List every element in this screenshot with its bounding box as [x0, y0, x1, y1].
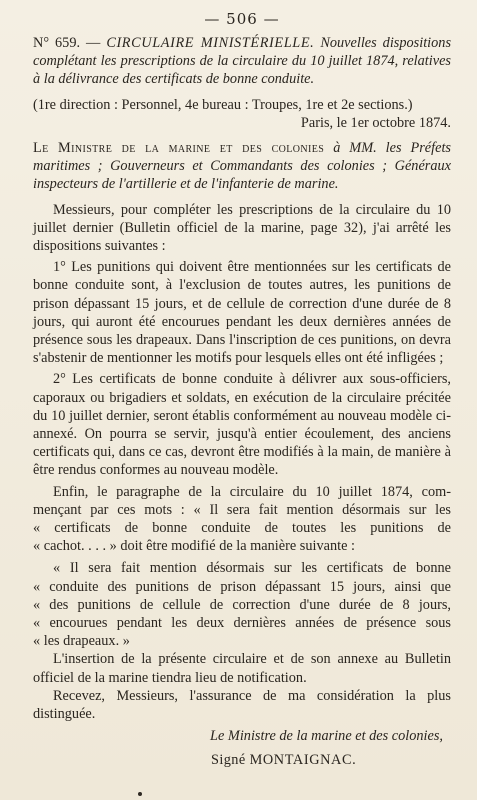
direction-line: (1re direction : Personnel, 4e bureau : Troupes, 1re et 2e sections.) — [33, 96, 413, 113]
quote-line-2: « conduite des punitions de prison dépassant 15 jours, ainsi que — [33, 578, 451, 595]
amendment-line-2: mençant par ces mots : « Il sera fait mention désormais sur les — [33, 501, 451, 518]
quote-line-5: « les drapeaux. » — [33, 633, 130, 650]
ink-spot — [138, 792, 142, 796]
quote-line-1: « Il sera fait mention désormais sur les certificats de bonne — [53, 560, 451, 577]
paragraph-intro: Messieurs, pour compléter les prescriptions de la circulaire du 10 juillet dernier (Bulletin officiel de la marine, page 32), j'ai arrêté les dispositions suivantes : — [33, 201, 451, 255]
address-block — [33, 139, 451, 194]
signed-label: Signé — [211, 752, 246, 769]
address-lead: Le Ministre de la marine et des colonies — [33, 140, 325, 157]
page-number: — 506 — — [204, 10, 280, 28]
paragraph-amendment — [33, 483, 451, 556]
paragraph-second-rule: 2° Les certificats de bonne conduite à délivrer aux sous-officiers, caporaux ou brigadiers et soldats, en exécution de la circulaire précitée du 10 juillet dernier, seront établis conformément au nouveau modèle ci-annexé. On pourra se servir, jusqu'à entier écoulement, des anciens certificats qui, dans ce cas, devront être modifiés à la main, de manière à être rendus conformes au nouveau modèle. — [33, 371, 451, 479]
quoted-text — [33, 559, 451, 650]
signature-title: Le Ministre de la marine et des colonies, — [210, 728, 443, 745]
circular-number: N° 659. — — [33, 35, 101, 51]
paragraph-closing: Recevez, Messieurs, l'assurance de ma considération la plus distinguée. — [33, 687, 451, 722]
paragraph-first-rule: 1° Les punitions qui doivent être mentionnées sur les certificats de bonne conduite sont, à l'exclusion de toutes autres, les punitions de prison dépassant 15 jours, et de cellule de correction d'une durée de 8 jours, qui auront été encourues pendant les deux dernières années de présence sous les drapeaux. Dans l'inscription de ces punitions, on devra s'abstenir de mentionner les motifs pour lesquels elles ont été infligées ; — [33, 259, 451, 367]
dateline: Paris, le 1er octobre 1874. — [300, 114, 451, 131]
quote-line-4: « encourues pendant les deux dernières années de présence sous — [33, 614, 451, 631]
address-recipients: à MM. les Préfets maritimes ; Gouverneurs et Commandants des colonies ; Généraux inspecteurs de l'artillerie et de l'infanterie de marine. — [33, 140, 451, 193]
circular-title: CIRCULAIRE MINISTÉRIELLE. — [106, 35, 315, 51]
signature-line — [33, 751, 451, 769]
circular-subject: Nouvelles dispositions complétant les prescriptions de la circulaire du 10 juillet 1874, relatives à la délivrance des certificats de bonne conduite. — [33, 35, 452, 88]
signatory-name: MONTAIGNAC. — [249, 752, 357, 769]
amendment-line-3: « certificats de bonne conduite de toutes les punitions de — [33, 520, 451, 537]
amendment-line-4: « cachot. . . . » doit être modifié de la manière suivante : — [33, 538, 355, 555]
quote-line-3: « des punitions de cellule de correction d'une durée de 8 jours, — [33, 596, 451, 613]
circular-heading — [33, 34, 451, 89]
amendment-line-1: Enfin, le paragraphe de la circulaire du 10 juillet 1874, com- — [53, 483, 451, 500]
paragraph-notification: L'insertion de la présente circulaire et de son annexe au Bulletin officiel de la marine tiendra lieu de notification. — [33, 651, 451, 686]
